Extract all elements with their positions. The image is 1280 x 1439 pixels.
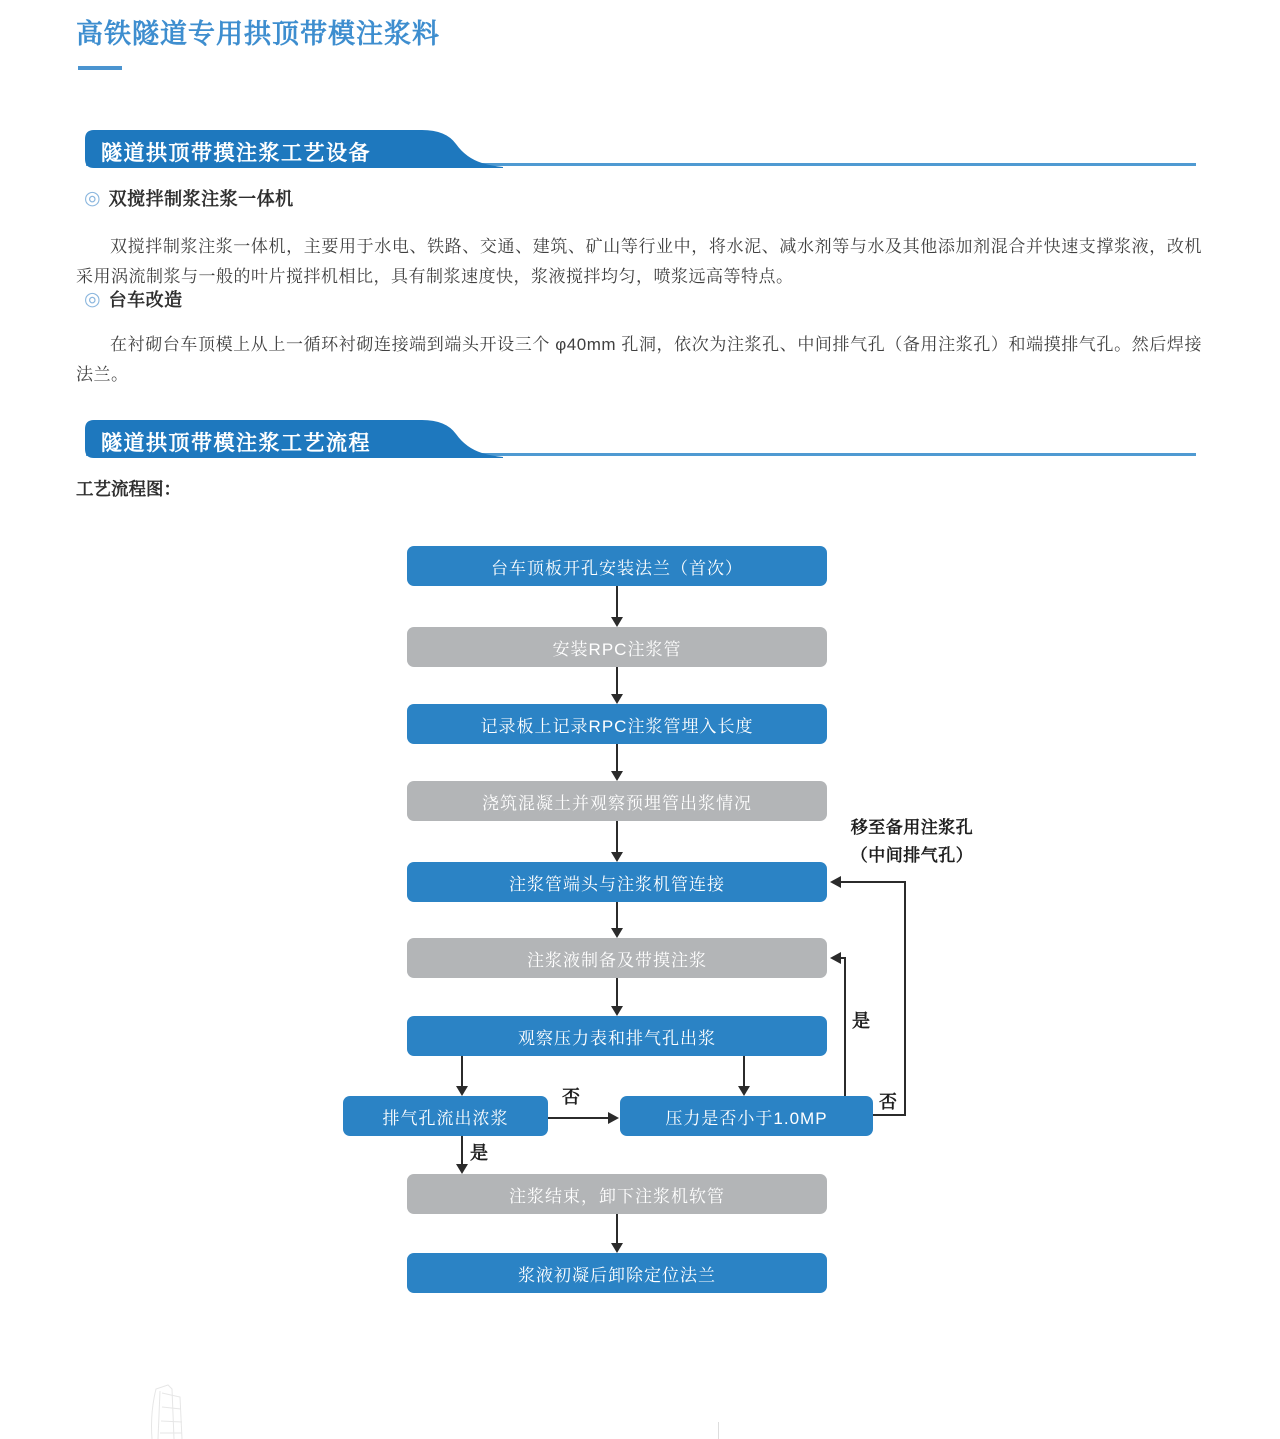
- footer-divider: [718, 1422, 719, 1439]
- flow-step-record-pipe-length: 记录板上记录RPC注浆管埋入长度: [407, 704, 827, 744]
- section-banner-equipment: [84, 129, 504, 169]
- edge-label-yes-down: 是: [470, 1143, 488, 1163]
- flow-step-install-rpc-pipe: 安装RPC注浆管: [407, 627, 827, 667]
- flow-annotation-backup-hole: [828, 814, 996, 870]
- flow-step-finish-remove-hose: 注浆结束，卸下注浆机软管: [407, 1174, 827, 1214]
- item-heading-trolley-label: 台车改造: [108, 290, 183, 310]
- flow-step-observe-pressure: 观察压力表和排气孔出浆: [407, 1016, 827, 1056]
- edge-label-no-loop: 否: [879, 1092, 897, 1112]
- item-heading-trolley: [84, 286, 183, 312]
- ring-bullet-icon: ◎: [84, 288, 101, 310]
- flow-annotation-line2: （中间排气孔）: [850, 846, 974, 865]
- flow-lines: [462, 586, 905, 1243]
- title-underline: [78, 66, 122, 70]
- building-watermark-icon: [138, 1383, 198, 1439]
- paragraph-trolley: 在衬砌台车顶模上从上一循环衬砌连接端到端头开设三个 φ40mm 孔洞，依次为注浆孔、中间排气孔（备用注浆孔）和端摸排气孔。然后焊接法兰。: [76, 335, 1202, 384]
- flow-step-remove-flange: 浆液初凝后卸除定位法兰: [407, 1253, 827, 1293]
- item-heading-mixer-label: 双搅拌制浆注浆一体机: [108, 189, 294, 209]
- paragraph-mixer: 双搅拌制浆注浆一体机，主要用于水电、铁路、交通、建筑、矿山等行业中，将水泥、减水剂等与水及其他添加剂混合并快速支撑浆液，改机采用涡流制浆与一般的叶片搅拌机相比，具有制浆速度快，浆液搅拌均匀，喷浆远高等特点。: [76, 237, 1202, 286]
- flow-step-drill-install-flange: 台车顶板开孔安装法兰（首次）: [407, 546, 827, 586]
- edge-label-no-between: 否: [562, 1087, 580, 1107]
- process-flowchart: [0, 530, 1280, 1340]
- ring-bullet-icon: ◎: [84, 187, 101, 209]
- edge-label-yes-loop: 是: [852, 1011, 870, 1031]
- page-title: 高铁隧道专用拱顶带模注浆料: [76, 19, 440, 49]
- item-heading-mixer: [84, 185, 294, 211]
- flow-step-pressure-check: 压力是否小于1.0MP: [620, 1096, 873, 1136]
- section-banner-equipment-label: 隧道拱顶带摸注浆工艺设备: [101, 142, 371, 165]
- flow-step-pour-concrete-observe: 浇筑混凝土并观察预埋管出浆情况: [407, 781, 827, 821]
- flow-annotation-line1: 移至备用注浆孔: [850, 818, 974, 837]
- flow-diagram-label: 工艺流程图：: [76, 479, 181, 499]
- section-banner-process: [84, 419, 504, 459]
- flow-step-prepare-grout: 注浆液制备及带摸注浆: [407, 938, 827, 978]
- flow-step-connect-grouting-machine: 注浆管端头与注浆机管连接: [407, 862, 827, 902]
- flow-step-vent-thick-grout: 排气孔流出浓浆: [343, 1096, 548, 1136]
- section-banner-process-label: 隧道拱顶带模注浆工艺流程: [101, 432, 371, 455]
